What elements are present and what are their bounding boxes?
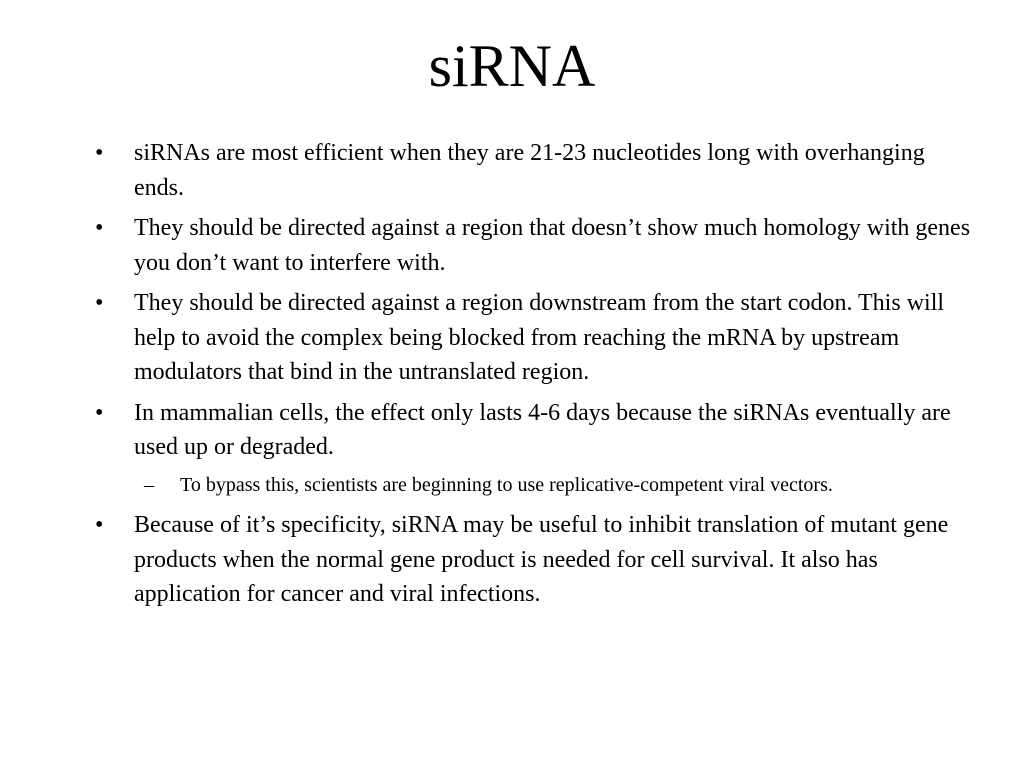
bullet-item bbox=[95, 508, 975, 612]
bullet-text: Because of it’s specificity, siRNA may be useful to inhibit translation of mutant gene products when the normal gene product is needed for cell survival. It also has application for cancer and viral infections. bbox=[134, 512, 949, 607]
slide-title: siRNA bbox=[428, 33, 596, 99]
bullet-text: siRNAs are most efficient when they are 21-23 nucleotides long with overhanging ends. bbox=[134, 140, 925, 201]
bullet-marker: • bbox=[95, 215, 104, 241]
sub-bullet-text: To bypass this, scientists are beginning to use replicative-competent viral vectors. bbox=[180, 473, 833, 496]
bullet-text: In mammalian cells, the effect only lasts 4-6 days because the siRNAs eventually are used up or degraded. bbox=[134, 399, 951, 460]
sub-bullet-item bbox=[95, 471, 975, 501]
sub-bullet-marker: – bbox=[144, 473, 154, 496]
bullet-text: They should be directed against a region that doesn’t show much homology with genes you don’t want to interfere with. bbox=[134, 215, 971, 276]
bullet-item bbox=[95, 136, 975, 205]
bullet-marker: • bbox=[95, 512, 104, 538]
bullet-item bbox=[95, 211, 975, 280]
bullet-item bbox=[95, 286, 975, 390]
bullet-marker: • bbox=[95, 399, 104, 426]
bullet-marker: • bbox=[95, 140, 104, 166]
bullet-marker: • bbox=[95, 290, 104, 316]
bullet-text: They should be directed against a region downstream from the start codon. This will help to avoid the complex being blocked from reaching the mRNA by upstream modulators that bind in the untranslated region. bbox=[134, 290, 945, 385]
bullet-list bbox=[95, 136, 975, 618]
bullet-item bbox=[95, 396, 975, 465]
